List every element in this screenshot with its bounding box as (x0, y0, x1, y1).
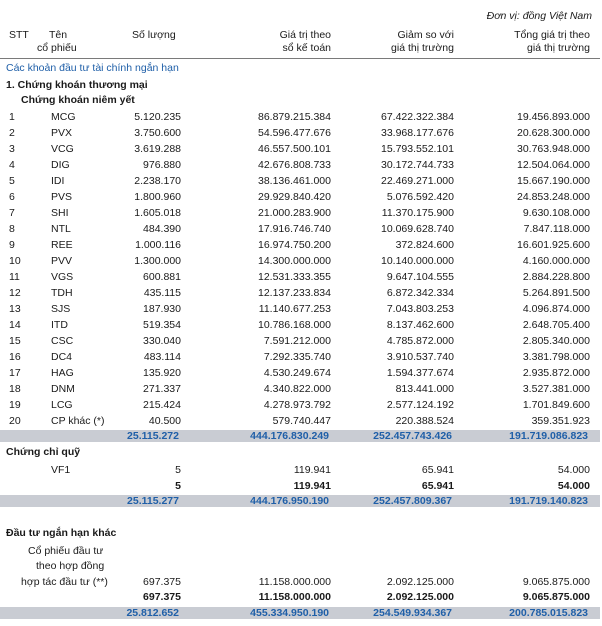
row-ticker: MCG (51, 111, 76, 123)
table-row (0, 415, 602, 428)
other-book: 11.158.000.000 (258, 576, 331, 588)
table-row (0, 351, 602, 364)
row-market-decrease: 7.043.803.253 (386, 303, 454, 315)
row-ticker: REE (51, 239, 73, 251)
row-ticker: CP khác (*) (51, 415, 105, 427)
other-investments-title: Đầu tư ngắn hạn khác (6, 527, 117, 539)
fund-subtotal-mkt: 65.941 (421, 480, 454, 492)
table-row (0, 335, 602, 348)
row-market-total: 2.648.705.400 (522, 319, 590, 331)
header-qty: Số lượng (132, 29, 176, 41)
header-stt: STT (9, 29, 29, 41)
row-qty: 187.930 (143, 303, 181, 315)
table-row (0, 223, 602, 236)
trading-total-total: 191.719.140.823 (509, 495, 588, 507)
listed-subtotal-total: 191.719.086.823 (509, 430, 588, 442)
row-qty: 215.424 (143, 399, 181, 411)
row-stt: 13 (9, 303, 21, 315)
row-book-value: 21.000.283.900 (258, 207, 331, 219)
row-market-total: 4.160.000.000 (522, 255, 590, 267)
listed-subtotal-book: 444.176.830.249 (250, 430, 329, 442)
row-ticker: VGS (51, 271, 74, 283)
row-book-value: 86.879.215.384 (258, 111, 331, 123)
header-book-line1: Giá trị theo (279, 29, 331, 41)
row-ticker: PVV (51, 255, 73, 267)
fund-mkt: 65.941 (421, 464, 454, 476)
fund-ticker: VF1 (51, 464, 71, 476)
row-qty: 330.040 (143, 335, 181, 347)
table-row (0, 271, 602, 284)
row-market-total: 2.935.872.000 (522, 367, 590, 379)
row-market-decrease: 10.069.628.740 (381, 223, 454, 235)
row-qty: 600.881 (143, 271, 181, 283)
row-market-total: 2.884.228.800 (522, 271, 590, 283)
row-qty: 484.390 (143, 223, 181, 235)
other-desc-line1: Cổ phiếu đầu tư (28, 545, 104, 557)
row-market-decrease: 1.594.377.674 (386, 367, 454, 379)
row-market-total: 359.351.923 (531, 415, 590, 427)
fund-certificates-title: Chứng chỉ quỹ (6, 446, 81, 458)
row-market-total: 3.381.798.000 (522, 351, 590, 363)
row-book-value: 11.140.677.253 (258, 303, 331, 315)
grand-total-row (0, 607, 600, 619)
row-market-decrease: 9.647.104.555 (386, 271, 454, 283)
row-book-value: 16.974.750.200 (258, 239, 331, 251)
row-ticker: DNM (51, 383, 75, 395)
row-qty: 1.000.116 (135, 239, 181, 251)
row-market-total: 5.264.891.500 (522, 287, 590, 299)
row-ticker: NTL (51, 223, 71, 235)
row-ticker: DC4 (51, 351, 73, 363)
row-market-total: 30.763.948.000 (517, 143, 590, 155)
row-ticker: HAG (51, 367, 74, 379)
row-market-decrease: 220.388.524 (395, 415, 454, 427)
row-market-decrease: 8.137.462.600 (386, 319, 454, 331)
listed-subtotal-mkt: 252.457.743.426 (373, 430, 452, 442)
row-stt: 1 (9, 111, 15, 123)
row-stt: 20 (9, 415, 21, 427)
row-book-value: 579.740.447 (272, 415, 331, 427)
row-stt: 15 (9, 335, 21, 347)
row-market-decrease: 2.577.124.192 (386, 399, 454, 411)
trading-total-row (0, 495, 600, 507)
fund-book: 119.941 (293, 464, 331, 476)
row-ticker: SHI (51, 207, 69, 219)
row-ticker: DIG (51, 159, 70, 171)
fund-row (0, 464, 602, 477)
other-desc-line2: theo hợp đồng (36, 560, 105, 572)
grand-total-book: 455.334.950.190 (250, 607, 329, 619)
row-book-value: 54.596.477.676 (258, 127, 331, 139)
row-market-decrease: 22.469.271.000 (381, 175, 454, 187)
other-qty: 697.375 (143, 576, 181, 588)
other-mkt: 2.092.125.000 (386, 576, 454, 588)
row-market-decrease: 4.785.872.000 (386, 335, 454, 347)
table-row (0, 159, 602, 172)
row-qty: 3.750.600 (134, 127, 181, 139)
row-stt: 19 (9, 399, 21, 411)
row-book-value: 38.136.461.000 (258, 175, 331, 187)
fund-subtotal-total: 54.000 (557, 480, 590, 492)
row-qty: 483.114 (143, 351, 181, 363)
row-book-value: 12.137.233.834 (258, 287, 331, 299)
row-stt: 8 (9, 223, 15, 235)
row-ticker: PVX (51, 127, 73, 139)
grand-total-total: 200.785.015.823 (509, 607, 588, 619)
row-market-total: 4.096.874.000 (522, 303, 590, 315)
row-market-decrease: 67.422.322.384 (381, 111, 454, 123)
row-book-value: 29.929.840.420 (258, 191, 331, 203)
row-market-total: 9.630.108.000 (522, 207, 590, 219)
table-row (0, 111, 602, 124)
row-stt: 11 (9, 271, 20, 283)
other-investment-row (0, 576, 602, 589)
row-stt: 17 (9, 367, 21, 379)
fund-total: 54.000 (557, 464, 590, 476)
row-stt: 3 (9, 143, 15, 155)
row-market-decrease: 11.370.175.900 (381, 207, 454, 219)
other-subtotal-mkt: 2.092.125.000 (386, 591, 454, 603)
row-stt: 9 (9, 239, 15, 251)
other-total: 9.065.875.000 (522, 576, 590, 588)
table-row (0, 303, 602, 316)
other-subtotal-book: 11.158.000.000 (258, 591, 331, 603)
row-book-value: 10.786.168.000 (258, 319, 331, 331)
other-subtotal-qty: 697.375 (143, 591, 181, 603)
row-book-value: 4.278.973.792 (263, 399, 331, 411)
row-stt: 16 (9, 351, 21, 363)
row-book-value: 7.292.335.740 (263, 351, 331, 363)
table-row (0, 207, 602, 220)
table-row (0, 191, 602, 204)
row-market-total: 1.701.849.600 (522, 399, 590, 411)
header-name-line1: Tên (49, 29, 68, 41)
header-total-line1: Tổng giá trị theo (514, 29, 590, 41)
row-market-decrease: 813.441.000 (395, 383, 454, 395)
row-ticker: ITD (51, 319, 68, 331)
row-book-value: 4.530.249.674 (263, 367, 331, 379)
header-divider (0, 58, 600, 59)
row-ticker: VCG (51, 143, 74, 155)
row-stt: 12 (9, 287, 21, 299)
row-ticker: CSC (51, 335, 74, 347)
row-qty: 271.337 (143, 383, 181, 395)
row-stt: 14 (9, 319, 21, 331)
trading-total-qty: 25.115.277 (127, 495, 179, 507)
header-mkt-line1: Giảm so với (397, 29, 454, 41)
row-ticker: TDH (51, 287, 73, 299)
table-row (0, 287, 602, 300)
row-market-decrease: 10.140.000.000 (381, 255, 454, 267)
row-qty: 2.238.170 (134, 175, 181, 187)
row-market-total: 20.628.300.000 (517, 127, 590, 139)
row-market-total: 12.504.064.000 (517, 159, 590, 171)
row-market-total: 24.853.248.000 (517, 191, 590, 203)
subsection-listed-securities: Chứng khoán niêm yết (21, 94, 135, 106)
row-book-value: 14.300.000.000 (258, 255, 331, 267)
table-row (0, 383, 602, 396)
row-book-value: 7.591.212.000 (263, 335, 331, 347)
other-subtotal-total: 9.065.875.000 (522, 591, 590, 603)
row-ticker: SJS (51, 303, 71, 315)
header-total-line2: giá thị trường (527, 42, 590, 54)
row-book-value: 17.916.746.740 (258, 223, 331, 235)
fund-subtotal-qty: 5 (175, 480, 181, 492)
row-qty: 976.880 (143, 159, 181, 171)
row-book-value: 12.531.333.355 (258, 271, 331, 283)
row-market-decrease: 3.910.537.740 (386, 351, 454, 363)
grand-total-qty: 25.812.652 (126, 607, 179, 619)
row-qty: 40.500 (148, 415, 181, 427)
row-qty: 519.354 (143, 319, 181, 331)
table-row (0, 255, 602, 268)
row-ticker: LCG (51, 399, 73, 411)
row-stt: 6 (9, 191, 15, 203)
row-qty: 435.115 (143, 287, 181, 299)
table-row (0, 175, 602, 188)
listed-subtotal-row (0, 430, 600, 442)
row-ticker: IDI (51, 175, 65, 187)
subsection-trading-securities: 1. Chứng khoán thương mại (6, 79, 148, 91)
header-book-line2: sổ kế toán (282, 42, 331, 54)
table-row (0, 127, 602, 140)
table-row (0, 367, 602, 380)
other-desc-line3: hợp tác đầu tư (**) (21, 576, 108, 588)
listed-subtotal-qty: 25.115.272 (127, 430, 179, 442)
row-market-decrease: 372.824.600 (395, 239, 454, 251)
row-stt: 7 (9, 207, 15, 219)
unit-label: Đơn vị: đồng Việt Nam (486, 10, 592, 22)
row-market-decrease: 6.872.342.334 (386, 287, 454, 299)
other-subtotal-row (0, 591, 602, 604)
row-market-total: 16.601.925.600 (517, 239, 590, 251)
fund-qty: 5 (175, 464, 181, 476)
row-book-value: 4.340.822.000 (263, 383, 331, 395)
row-qty: 1.800.960 (134, 191, 181, 203)
fund-subtotal-row (0, 480, 602, 493)
row-stt: 10 (9, 255, 21, 267)
section-title: Các khoản đầu tư tài chính ngắn hạn (6, 62, 179, 74)
header-name-line2: cổ phiếu (37, 42, 77, 54)
row-market-decrease: 33.968.177.676 (381, 127, 454, 139)
row-qty: 1.300.000 (134, 255, 181, 267)
table-row (0, 239, 602, 252)
row-stt: 4 (9, 159, 15, 171)
row-qty: 5.120.235 (134, 111, 181, 123)
row-book-value: 46.557.500.101 (258, 143, 331, 155)
row-market-total: 2.805.340.000 (522, 335, 590, 347)
row-qty: 135.920 (143, 367, 181, 379)
row-book-value: 42.676.808.733 (258, 159, 331, 171)
row-market-total: 19.456.893.000 (517, 111, 590, 123)
grand-total-mkt: 254.549.934.367 (373, 607, 452, 619)
row-market-decrease: 30.172.744.733 (381, 159, 454, 171)
fund-subtotal-book: 119.941 (293, 480, 331, 492)
table-row (0, 319, 602, 332)
row-qty: 3.619.288 (134, 143, 181, 155)
trading-total-mkt: 252.457.809.367 (373, 495, 452, 507)
row-market-total: 7.847.118.000 (523, 223, 590, 235)
row-market-decrease: 15.793.552.101 (381, 143, 454, 155)
header-mkt-line2: giá thị trường (391, 42, 454, 54)
row-market-total: 15.667.190.000 (517, 175, 590, 187)
row-stt: 2 (9, 127, 15, 139)
row-stt: 5 (9, 175, 15, 187)
row-ticker: PVS (51, 191, 73, 203)
table-row (0, 143, 602, 156)
row-market-total: 3.527.381.000 (522, 383, 590, 395)
row-market-decrease: 5.076.592.420 (386, 191, 454, 203)
row-qty: 1.605.018 (134, 207, 181, 219)
row-stt: 18 (9, 383, 21, 395)
trading-total-book: 444.176.950.190 (250, 495, 329, 507)
table-row (0, 399, 602, 412)
